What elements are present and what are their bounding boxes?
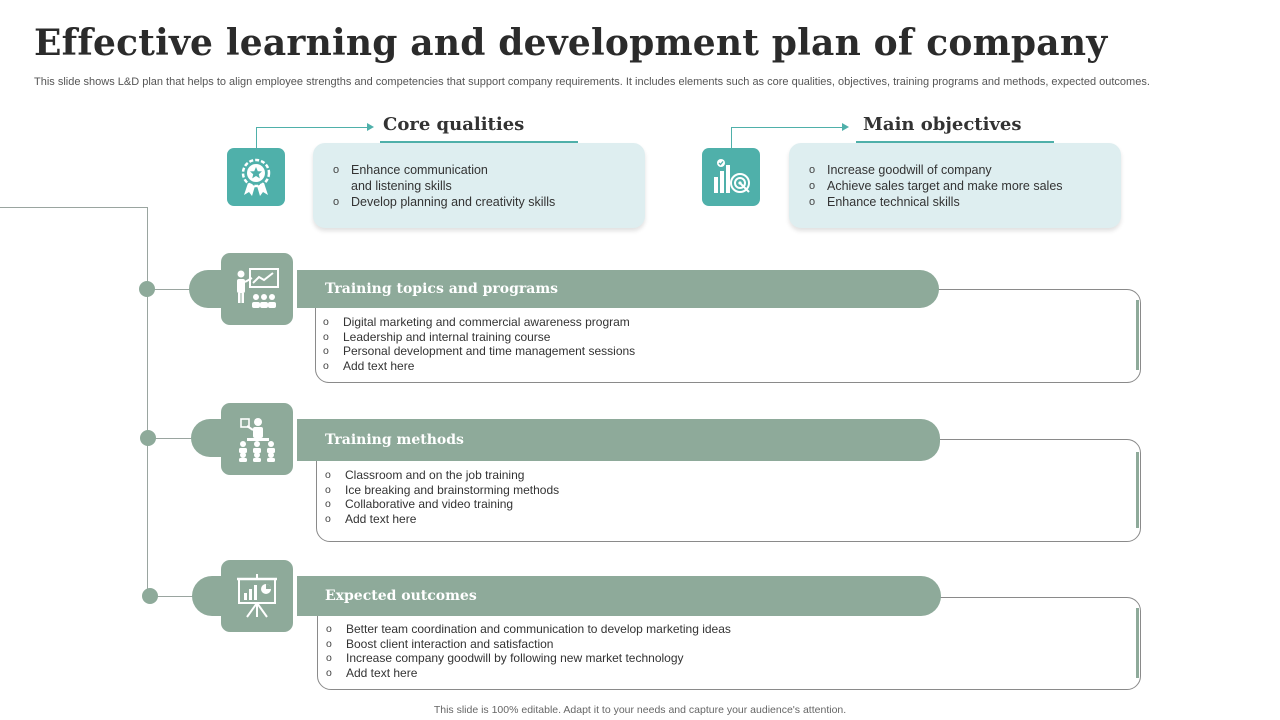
list-item: o Leadership and internal training course [323,330,635,345]
connector-dot-2 [140,430,156,446]
training-topics-heading: Training topics and programs [325,281,559,297]
list-item: o Add text here [325,512,559,527]
core-arrow-head [367,123,374,131]
core-qualities-box [313,143,645,228]
list-item: o Add text here [326,666,731,681]
easel-chart-icon [221,560,293,632]
connector-vertical [147,207,148,597]
training-topics-accent [1136,300,1139,370]
core-arrow-horizontal [256,127,368,128]
connector-dot-3 [142,588,158,604]
target-chart-icon [702,148,760,206]
expected-outcomes-list [326,622,731,680]
training-methods-accent [1136,452,1139,528]
core-quality-item: o Develop planning and creativity skills [333,194,555,210]
expected-outcomes-accent [1136,608,1139,678]
expected-outcomes-banner [297,576,941,616]
connector-dot-1 [139,281,155,297]
list-item: o Increase company goodwill by following new market technology [326,651,731,666]
list-item: o Personal development and time management sessions [323,344,635,359]
main-objectives-box [789,143,1121,228]
connector-horizontal-top [0,207,148,208]
core-qualities-heading: Core qualities [383,114,525,135]
objective-item: o Enhance technical skills [809,194,1063,210]
training-topics-list [323,315,635,373]
footer-note: This slide is 100% editable. Adapt it to your needs and capture your audience's attention. [433,704,847,716]
list-item: o Classroom and on the job training [325,468,559,483]
core-quality-item: o Enhance communication and listening skills [333,162,555,194]
list-item: o Collaborative and video training [325,497,559,512]
award-badge-icon [227,148,285,206]
core-arrow-vertical [256,127,257,148]
list-item: o Add text here [323,359,635,374]
objective-item: o Increase goodwill of company [809,162,1063,178]
presentation-audience-icon [221,253,293,325]
main-objectives-heading: Main objectives [863,114,1022,135]
objectives-arrow-head [842,123,849,131]
classroom-teacher-icon [221,403,293,475]
page-title: Effective learning and development plan of company [34,22,1108,64]
objectives-arrow-vertical [731,127,732,148]
list-item: o Digital marketing and commercial awareness program [323,315,635,330]
objective-item: o Achieve sales target and make more sales [809,178,1063,194]
expected-outcomes-heading: Expected outcomes [325,588,477,604]
training-topics-banner [297,270,939,308]
list-item: o Better team coordination and communication to develop marketing ideas [326,622,731,637]
training-methods-heading: Training methods [325,432,464,448]
objectives-arrow-horizontal [731,127,843,128]
training-methods-list [325,468,559,526]
list-item: o Boost client interaction and satisfaction [326,637,731,652]
list-item: o Ice breaking and brainstorming methods [325,483,559,498]
training-methods-banner [297,419,940,461]
page-subtitle: This slide shows L&D plan that helps to align employee strengths and competencies that support company requirements. It includes elements such as core qualities, objectives, training programs and methods, expected outcomes. [34,76,1150,88]
